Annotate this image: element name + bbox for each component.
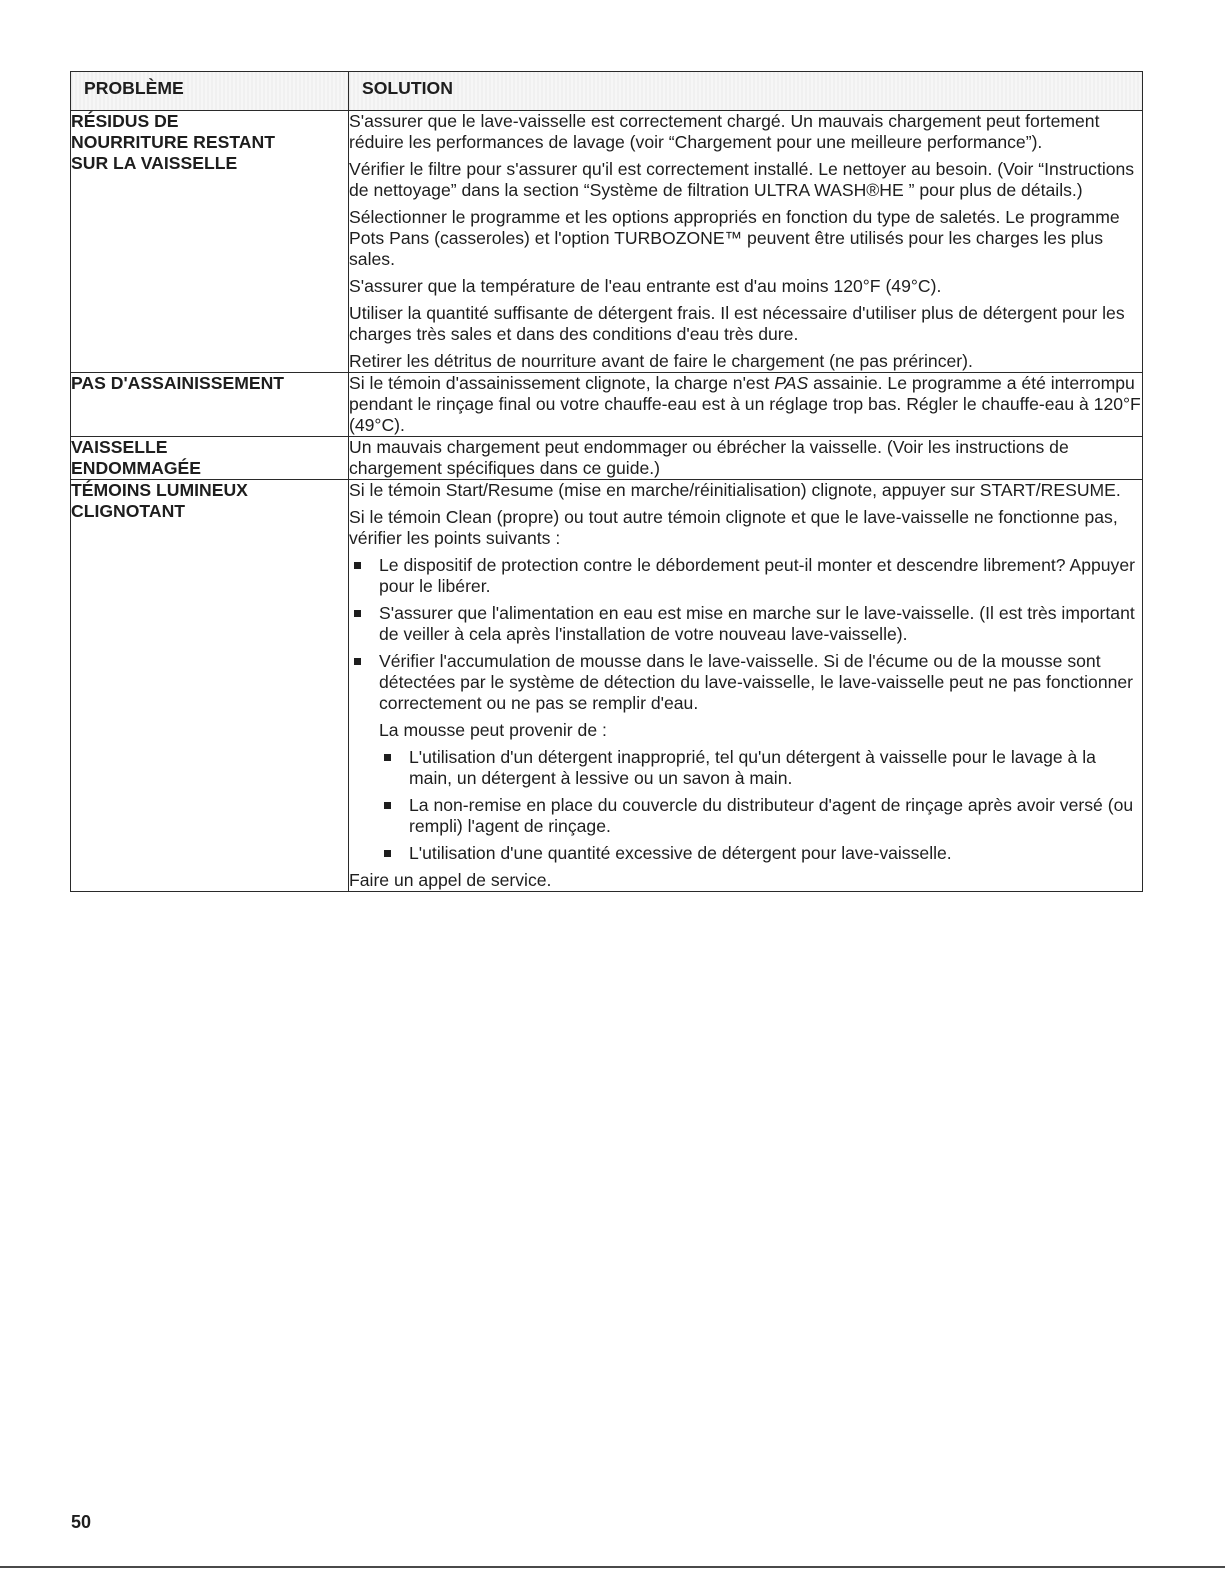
sub-bullet-item — [349, 795, 1142, 837]
solution-paragraph: Un mauvais chargement peut endommager ou ébrécher la vaisselle. (Voir les instructions de chargement spécifiques dans ce guide.) — [349, 437, 1069, 478]
solution-paragraph: S'assurer que la température de l'eau entrante est d'au moins 120°F (49°C). — [349, 276, 942, 296]
solution-text: assainie. Le programme a été interrompu pendant le rinçage final ou votre chauffe-eau est à un réglage trop bas. Régler le chauffe-eau à 120°F (49°C). — [349, 373, 1141, 435]
solution-paragraph: Faire un appel de service. — [349, 870, 552, 890]
problem-cell — [71, 480, 349, 892]
table-row — [71, 480, 1143, 892]
header-solution: SOLUTION — [349, 72, 1143, 111]
solution-paragraph: S'assurer que le lave-vaisselle est correctement chargé. Un mauvais chargement peut fortement réduire les performances de lavage (voir “Chargement pour une meilleure performance”). — [349, 111, 1100, 152]
solution-cell — [349, 480, 1143, 892]
square-bullet-icon — [354, 610, 361, 617]
problem-cell — [71, 373, 349, 437]
bullet-text: Vérifier l'accumulation de mousse dans le lave-vaisselle. Si de l'écume ou de la mousse sont détectées par le système de détection du lave-vaisselle, le lave-vaisselle peut ne pas fonctionner correctement ou ne pas se remplir d'eau. — [379, 651, 1134, 713]
table-row — [71, 373, 1143, 437]
problem-line: PAS D'ASSAINISSEMENT — [71, 373, 285, 393]
bullet-text: L'utilisation d'une quantité excessive de détergent pour lave-vaisselle. — [409, 843, 952, 863]
table-row — [71, 437, 1143, 480]
problem-line: SUR LA VAISSELLE — [71, 153, 238, 173]
bullet-text: Le dispositif de protection contre le débordement peut-il monter et descendre librement? Appuyer pour le libérer. — [379, 555, 1135, 596]
solution-paragraph: Sélectionner le programme et les options appropriés en fonction du type de saletés. Le programme Pots Pans (casseroles) et l'option TURBOZONE™ peuvent être utilisés pour les charges les plus sales. — [349, 207, 1120, 269]
bottom-divider — [0, 1566, 1225, 1568]
solution-paragraph — [349, 373, 1142, 436]
square-bullet-icon — [354, 562, 361, 569]
problem-cell — [71, 437, 349, 480]
solution-cell — [349, 373, 1143, 437]
table-row — [71, 111, 1143, 373]
bullet-item — [349, 651, 1142, 714]
sub-bullet-item — [349, 843, 1142, 864]
square-bullet-icon — [354, 658, 361, 665]
bullet-text: S'assurer que l'alimentation en eau est mise en marche sur le lave-vaisselle. (Il est très important de veiller à cela après l'installation de votre nouveau lave-vaisselle). — [379, 603, 1135, 644]
solution-paragraph: Vérifier le filtre pour s'assurer qu'il est correctement installé. Le nettoyer au besoin. (Voir “Instructions de nettoyage” dans la section “Système de filtration ULTRA WASH®HE ” pour plus de détails.) — [349, 159, 1135, 200]
solution-paragraph: Si le témoin Clean (propre) ou tout autre témoin clignote et que le lave-vaisselle ne fonctionne pas, vérifier les points suivants : — [349, 507, 1118, 548]
problem-cell — [71, 111, 349, 373]
solution-paragraph: Utiliser la quantité suffisante de détergent frais. Il est nécessaire d'utiliser plus de détergent pour les charges très sales et dans des conditions d'eau très dure. — [349, 303, 1125, 344]
problem-line: NOURRITURE RESTANT — [71, 132, 275, 152]
square-bullet-icon — [384, 754, 391, 761]
square-bullet-icon — [384, 850, 391, 857]
solution-paragraph: Retirer les détritus de nourriture avant de faire le chargement (ne pas prérincer). — [349, 351, 973, 371]
emphasis-text: PAS — [774, 373, 809, 393]
bullet-item — [349, 603, 1142, 645]
problem-line: RÉSIDUS DE — [71, 111, 179, 131]
page-number: 50 — [71, 1512, 92, 1532]
solution-cell — [349, 437, 1143, 480]
square-bullet-icon — [384, 802, 391, 809]
problem-line: TÉMOINS LUMINEUX — [71, 480, 248, 500]
solution-paragraph: Si le témoin Start/Resume (mise en marche/réinitialisation) clignote, appuyer sur START/RESUME. — [349, 480, 1121, 500]
problem-line: ENDOMMAGÉE — [71, 458, 202, 478]
bullet-text: L'utilisation d'un détergent inapproprié, tel qu'un détergent à vaisselle pour le lavage à la main, un détergent à lessive ou un savon à main. — [409, 747, 1096, 788]
bullet-item — [349, 555, 1142, 597]
sub-bullet-item — [349, 747, 1142, 789]
problem-line: VAISSELLE — [71, 437, 168, 457]
foam-intro: La mousse peut provenir de : — [379, 720, 607, 740]
header-problem: PROBLÈME — [71, 72, 349, 111]
bullet-text: La non-remise en place du couvercle du distributeur d'agent de rinçage après avoir versé (ou rempli) l'agent de rinçage. — [409, 795, 1134, 836]
solution-text: Si le témoin d'assainissement clignote, la charge n'est — [349, 373, 775, 393]
problem-line: CLIGNOTANT — [71, 501, 186, 521]
solution-cell — [349, 111, 1143, 373]
troubleshooting-table — [70, 71, 1143, 892]
table-header-row — [71, 72, 1143, 111]
